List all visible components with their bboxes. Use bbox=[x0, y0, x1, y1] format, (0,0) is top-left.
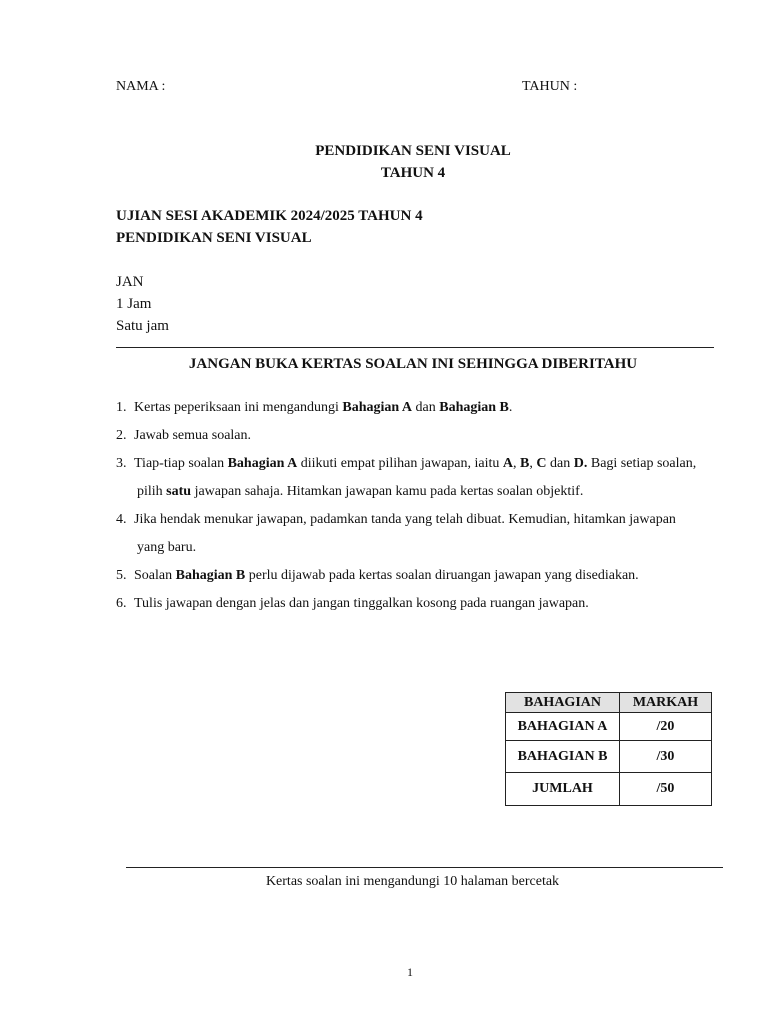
marks-table-header bbox=[506, 693, 712, 713]
exam-month: JAN bbox=[116, 274, 144, 290]
header-section: BAHAGIAN bbox=[506, 693, 620, 713]
table-row bbox=[506, 741, 712, 773]
table-row bbox=[506, 713, 712, 741]
row-marks-total: /50 bbox=[620, 773, 712, 806]
table-row bbox=[506, 773, 712, 806]
instruction-4: 4. Jika hendak menukar jawapan, padamkan tanda yang telah dibuat. Kemudian, hitamkan jawapan yang baru. bbox=[116, 512, 676, 555]
row-section-b: BAHAGIAN B bbox=[506, 741, 620, 773]
exam-subject: PENDIDIKAN SENI VISUAL bbox=[116, 230, 312, 246]
instruction-3-continued: pilih satu jawapan sahaja. Hitamkan jawapan kamu pada kertas soalan objektif. bbox=[137, 484, 584, 499]
year-title: TAHUN 4 bbox=[380, 165, 446, 181]
exam-duration-words: Satu jam bbox=[116, 318, 169, 334]
year-label: TAHUN : bbox=[522, 79, 578, 94]
exam-session: UJIAN SESI AKADEMIK 2024/2025 TAHUN 4 bbox=[116, 208, 423, 224]
row-section-a: BAHAGIAN A bbox=[506, 713, 620, 741]
row-marks-a: /20 bbox=[620, 713, 712, 741]
instruction-1: 1. Kertas peperiksaan ini mengandungi Bahagian A dan Bahagian B. bbox=[116, 400, 513, 415]
row-total: JUMLAH bbox=[506, 773, 620, 806]
instruction-3: 3. Tiap-tiap soalan Bahagian A diikuti empat pilihan jawapan, iaitu A, B, C dan D. Bagi setiap soalan, pilih satu jawapan sahaja. Hitamkan jawapan kamu pada kertas soalan objektif. bbox=[116, 455, 716, 473]
instruction-6: 6. Tulis jawapan dengan jelas dan jangan tinggalkan kosong pada ruangan jawapan. bbox=[116, 596, 589, 611]
instruction-2: 2. Jawab semua soalan. bbox=[116, 428, 252, 443]
instruction-4-continued: yang baru. bbox=[137, 540, 197, 555]
bottom-divider bbox=[126, 867, 723, 868]
name-label: NAMA : bbox=[116, 79, 166, 94]
top-divider bbox=[116, 347, 714, 348]
instruction-5: 5. Soalan Bahagian B perlu dijawab pada kertas soalan diruangan jawapan yang disediakan. bbox=[116, 568, 639, 583]
warning-text: JANGAN BUKA KERTAS SOALAN INI SEHINGGA DIBERITAHU bbox=[188, 356, 638, 372]
subject-title: PENDIDIKAN SENI VISUAL bbox=[315, 143, 511, 159]
pages-note: Kertas soalan ini mengandungi 10 halaman bercetak bbox=[265, 874, 560, 889]
marks-table bbox=[505, 692, 712, 806]
page-number: 1 bbox=[407, 965, 413, 979]
exam-duration: 1 Jam bbox=[116, 296, 152, 312]
row-marks-b: /30 bbox=[620, 741, 712, 773]
header-marks: MARKAH bbox=[620, 693, 712, 713]
